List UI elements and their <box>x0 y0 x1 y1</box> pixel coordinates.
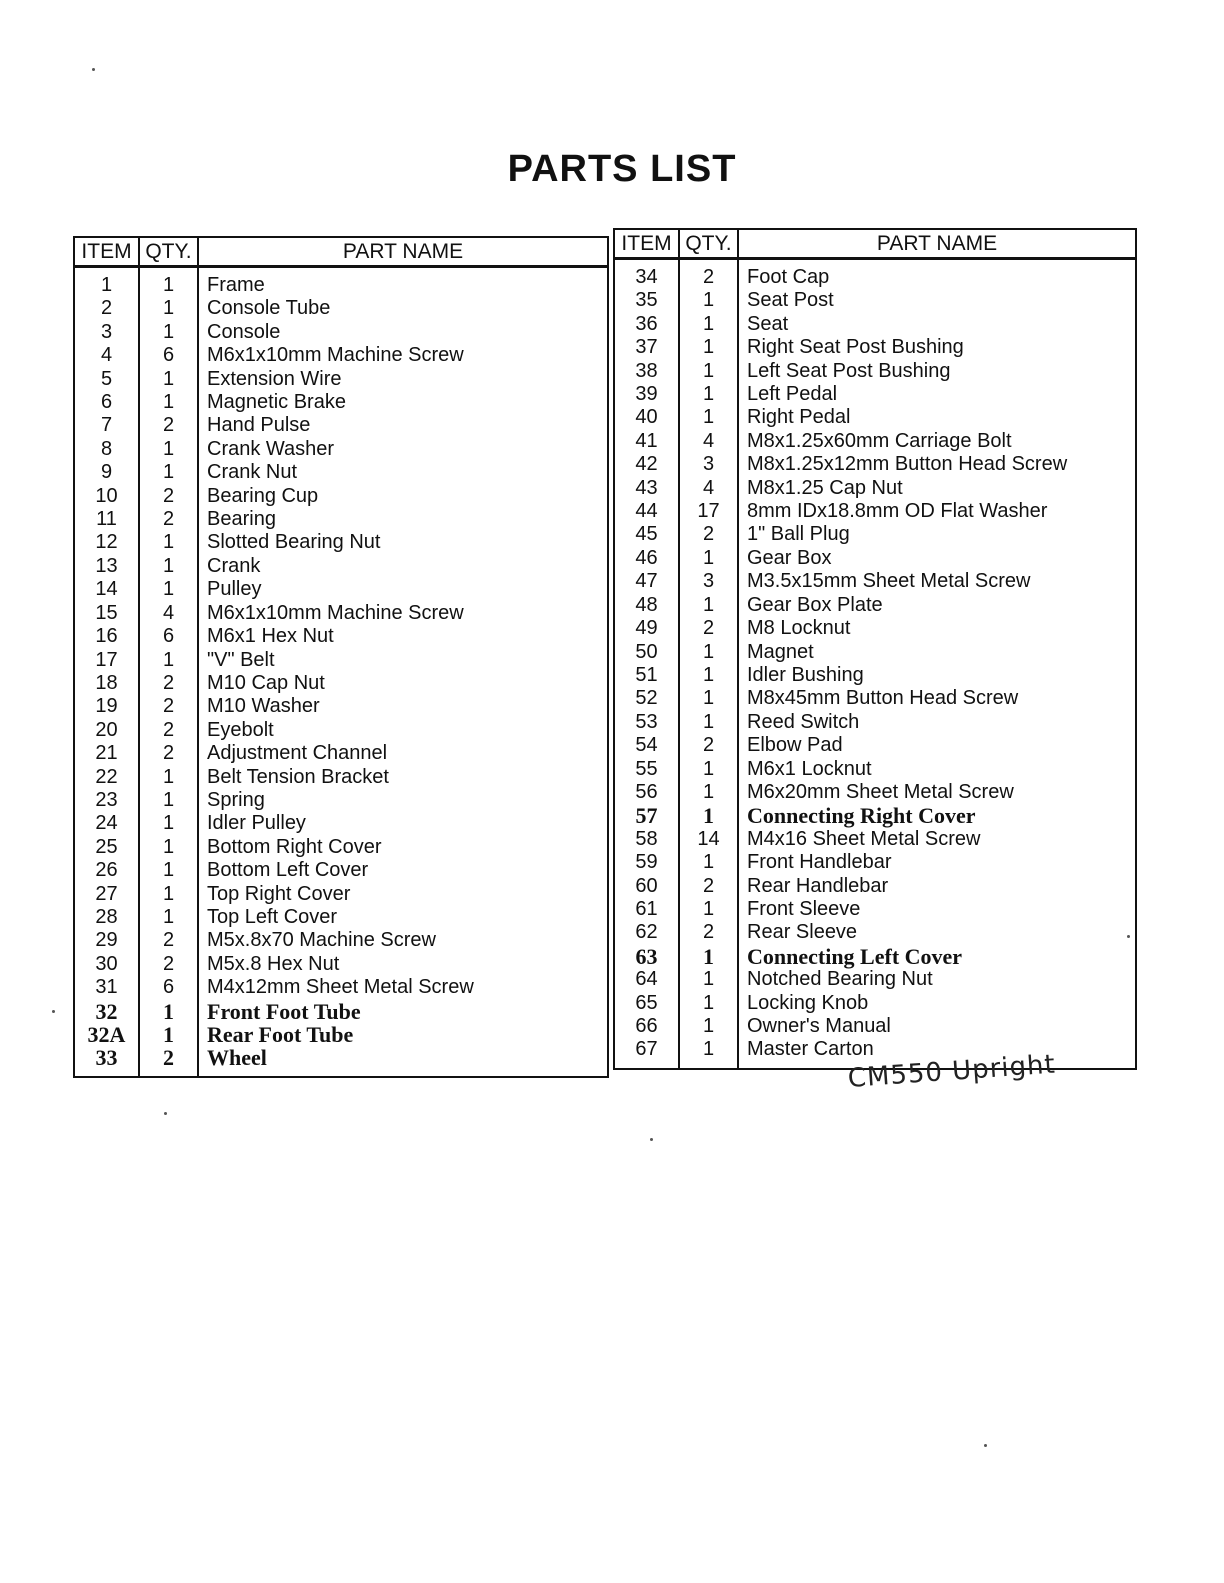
part-name: Reed Switch <box>747 710 860 733</box>
item-qty: 2 <box>679 921 738 944</box>
item-number: 10 <box>74 485 139 508</box>
item-qty: 2 <box>139 672 198 695</box>
table-row <box>614 898 1136 921</box>
table-row <box>614 875 1136 898</box>
table-row <box>74 836 608 859</box>
item-number: 22 <box>74 766 139 789</box>
part-name: Master Carton <box>747 1038 874 1061</box>
part-name: Bottom Right Cover <box>207 835 382 858</box>
item-qty: 1 <box>679 758 738 781</box>
table-row <box>74 719 608 742</box>
table-row <box>614 758 1136 781</box>
item-number: 47 <box>614 570 679 593</box>
item-number: 12 <box>74 531 139 554</box>
table-row <box>74 789 608 812</box>
part-name: Hand Pulse <box>207 414 311 437</box>
part-name: Rear Sleeve <box>747 921 858 944</box>
table-row <box>74 859 608 882</box>
item-qty: 1 <box>679 968 738 991</box>
item-number: 50 <box>614 641 679 664</box>
part-name: M10 Cap Nut <box>207 671 325 694</box>
item-qty: 1 <box>139 368 198 391</box>
item-number: 21 <box>74 742 139 765</box>
item-number: 65 <box>614 992 679 1015</box>
item-number: 3 <box>74 321 139 344</box>
table-row <box>74 883 608 906</box>
part-name: Bearing <box>207 508 276 531</box>
table-row <box>614 828 1136 851</box>
part-name: M5x.8 Hex Nut <box>207 952 340 975</box>
item-qty: 4 <box>679 430 738 453</box>
part-name: Owner's Manual <box>747 1015 891 1037</box>
table-row <box>74 438 608 461</box>
item-number: 25 <box>74 836 139 859</box>
item-qty: 1 <box>139 321 198 344</box>
part-name: M8 Locknut <box>747 617 851 640</box>
part-name: "V" Belt <box>207 648 275 671</box>
item-qty: 1 <box>679 781 738 804</box>
item-number: 46 <box>614 547 679 570</box>
part-name: 8mm IDx18.8mm OD Flat Washer <box>747 500 1048 523</box>
item-qty: 3 <box>679 570 738 593</box>
item-qty: 6 <box>139 344 198 367</box>
item-qty: 1 <box>139 1023 198 1046</box>
item-number: 30 <box>74 953 139 976</box>
table-row <box>614 804 1136 827</box>
page-title: PARTS LIST <box>507 148 737 190</box>
scan-speck <box>164 1112 167 1115</box>
item-qty: 1 <box>139 836 198 859</box>
part-name: M8x1.25x60mm Carriage Bolt <box>747 429 1012 452</box>
table-row <box>614 383 1136 406</box>
table-header-row <box>74 237 608 267</box>
item-qty: 1 <box>139 438 198 461</box>
scan-speck <box>92 68 95 71</box>
item-number: 13 <box>74 555 139 578</box>
item-qty: 1 <box>679 336 738 359</box>
part-name: Magnetic Brake <box>207 391 346 414</box>
handwritten-model-note: CM550 Upright <box>846 1049 1057 1094</box>
part-name: Spring <box>207 788 265 811</box>
item-qty: 2 <box>679 617 738 640</box>
item-number: 42 <box>614 453 679 476</box>
item-number: 64 <box>614 968 679 991</box>
scan-speck <box>52 1010 55 1013</box>
part-name: M10 Washer <box>207 695 320 718</box>
item-qty: 3 <box>679 453 738 476</box>
item-number: 44 <box>614 500 679 523</box>
item-qty: 2 <box>139 742 198 765</box>
table-row <box>74 578 608 601</box>
item-qty: 1 <box>679 1015 738 1038</box>
item-number: 24 <box>74 812 139 835</box>
item-number: 26 <box>74 859 139 882</box>
part-name: M8x1.25x12mm Button Head Screw <box>747 453 1068 476</box>
item-number: 61 <box>614 898 679 921</box>
item-qty: 1 <box>139 906 198 929</box>
item-qty: 2 <box>139 1046 198 1076</box>
header-qty: QTY. <box>139 237 198 267</box>
item-qty: 2 <box>679 523 738 546</box>
item-number: 15 <box>74 602 139 625</box>
table-row <box>74 1023 608 1046</box>
item-number: 52 <box>614 687 679 710</box>
table-row <box>74 649 608 672</box>
item-number: 16 <box>74 625 139 648</box>
part-name: Seat <box>747 312 789 335</box>
table-row <box>614 664 1136 687</box>
part-name: Elbow Pad <box>747 734 843 757</box>
table-row <box>74 906 608 929</box>
item-number: 35 <box>614 289 679 312</box>
table-row <box>614 687 1136 710</box>
table-row <box>614 945 1136 968</box>
item-qty: 1 <box>679 383 738 406</box>
item-qty: 2 <box>139 414 198 437</box>
item-number: 63 <box>614 945 679 968</box>
header-item: ITEM <box>74 237 139 267</box>
item-number: 17 <box>74 649 139 672</box>
parts-table-left <box>73 236 609 1078</box>
item-number: 14 <box>74 578 139 601</box>
item-number: 51 <box>614 664 679 687</box>
table-row <box>614 641 1136 664</box>
table-row <box>74 766 608 789</box>
item-qty: 1 <box>139 267 198 298</box>
table-row <box>74 695 608 718</box>
table-row <box>74 976 608 999</box>
part-name: Crank Nut <box>207 461 298 484</box>
item-number: 11 <box>74 508 139 531</box>
table-row <box>74 344 608 367</box>
table-header-row <box>614 229 1136 259</box>
part-name: Seat Post <box>747 289 834 312</box>
table-row <box>614 617 1136 640</box>
part-name: M4x12mm Sheet Metal Screw <box>207 976 474 999</box>
part-name: M6x1x10mm Machine Screw <box>207 344 464 367</box>
table-row <box>614 992 1136 1015</box>
item-qty: 1 <box>679 992 738 1015</box>
table-row <box>614 477 1136 500</box>
table-row <box>614 523 1136 546</box>
item-qty: 2 <box>139 719 198 742</box>
table-row <box>74 531 608 554</box>
item-number: 31 <box>74 976 139 999</box>
table-row <box>74 1046 608 1076</box>
item-qty: 1 <box>139 578 198 601</box>
item-number: 48 <box>614 594 679 617</box>
table-row <box>614 570 1136 593</box>
item-qty: 1 <box>679 547 738 570</box>
table-row <box>614 851 1136 874</box>
parts-table-right <box>613 228 1137 1070</box>
part-name: M8x1.25 Cap Nut <box>747 476 903 499</box>
table-row <box>74 508 608 531</box>
part-name: Slotted Bearing Nut <box>207 531 381 554</box>
table-row <box>614 547 1136 570</box>
item-qty: 1 <box>679 804 738 827</box>
table-row <box>74 602 608 625</box>
part-name: Right Pedal <box>747 406 851 429</box>
part-name: M6x1 Hex Nut <box>207 625 334 648</box>
part-name: M6x1 Locknut <box>747 757 872 780</box>
item-number: 32A <box>74 1023 139 1046</box>
item-number: 29 <box>74 929 139 952</box>
table-row <box>74 391 608 414</box>
item-number: 8 <box>74 438 139 461</box>
item-number: 54 <box>614 734 679 757</box>
part-name: Wheel <box>207 1045 267 1071</box>
table-row <box>74 672 608 695</box>
table-row <box>614 500 1136 523</box>
item-qty: 2 <box>139 508 198 531</box>
item-qty: 1 <box>139 649 198 672</box>
part-name: Top Right Cover <box>207 882 351 905</box>
header-qty: QTY. <box>679 229 738 259</box>
part-name: M3.5x15mm Sheet Metal Screw <box>747 570 1031 593</box>
item-number: 38 <box>614 360 679 383</box>
item-number: 66 <box>614 1015 679 1038</box>
part-name: Crank Washer <box>207 437 335 460</box>
item-qty: 1 <box>139 1000 198 1023</box>
table-row <box>74 267 608 298</box>
table-row <box>74 555 608 578</box>
item-qty: 1 <box>679 711 738 734</box>
part-name: Console Tube <box>207 297 331 320</box>
part-name: Rear Handlebar <box>747 874 889 897</box>
table-row <box>614 711 1136 734</box>
scan-speck <box>984 1444 987 1447</box>
item-qty: 1 <box>679 898 738 921</box>
header-part-name: PART NAME <box>738 229 1136 259</box>
part-name: Gear Box Plate <box>747 593 883 616</box>
item-number: 67 <box>614 1038 679 1068</box>
part-name: Locking Knob <box>747 991 869 1014</box>
table-row <box>74 321 608 344</box>
item-number: 19 <box>74 695 139 718</box>
item-number: 62 <box>614 921 679 944</box>
part-name: Front Sleeve <box>747 897 861 920</box>
part-name: Console <box>207 320 281 343</box>
part-name: Right Seat Post Bushing <box>747 336 964 359</box>
part-name: Front Handlebar <box>747 851 892 874</box>
item-qty: 4 <box>139 602 198 625</box>
part-name: Notched Bearing Nut <box>747 968 933 991</box>
part-name: Extension Wire <box>207 367 342 390</box>
item-number: 60 <box>614 875 679 898</box>
table-row <box>74 742 608 765</box>
item-qty: 1 <box>679 687 738 710</box>
table-row <box>614 406 1136 429</box>
item-number: 37 <box>614 336 679 359</box>
part-name: Front Foot Tube <box>207 998 361 1024</box>
item-qty: 2 <box>679 259 738 290</box>
item-qty: 1 <box>139 766 198 789</box>
table-row <box>614 781 1136 804</box>
part-name: M6x20mm Sheet Metal Screw <box>747 780 1014 803</box>
item-number: 27 <box>74 883 139 906</box>
part-name: Foot Cap <box>747 266 830 288</box>
item-qty: 1 <box>679 406 738 429</box>
item-number: 56 <box>614 781 679 804</box>
part-name: Connecting Left Cover <box>747 943 963 969</box>
table-row <box>614 921 1136 944</box>
part-name: Connecting Right Cover <box>747 803 976 829</box>
item-qty: 1 <box>139 812 198 835</box>
item-number: 33 <box>74 1046 139 1076</box>
item-qty: 1 <box>139 297 198 320</box>
part-name: Idler Bushing <box>747 663 864 686</box>
item-qty: 1 <box>139 555 198 578</box>
item-qty: 1 <box>679 360 738 383</box>
table-row <box>614 968 1136 991</box>
part-name: Left Seat Post Bushing <box>747 359 951 382</box>
item-qty: 1 <box>679 594 738 617</box>
table-row <box>74 461 608 484</box>
item-qty: 2 <box>679 734 738 757</box>
item-number: 7 <box>74 414 139 437</box>
item-number: 2 <box>74 297 139 320</box>
item-number: 18 <box>74 672 139 695</box>
part-name: Idler Pulley <box>207 812 306 835</box>
part-name: M8x45mm Button Head Screw <box>747 687 1019 710</box>
part-name: 1" Ball Plug <box>747 523 850 546</box>
scan-speck <box>650 1138 653 1141</box>
item-qty: 1 <box>139 531 198 554</box>
part-name: Bearing Cup <box>207 484 319 507</box>
table-row <box>614 259 1136 290</box>
item-qty: 2 <box>139 695 198 718</box>
table-row <box>614 289 1136 312</box>
item-number: 41 <box>614 430 679 453</box>
table-row <box>614 430 1136 453</box>
item-qty: 17 <box>679 500 738 523</box>
item-number: 53 <box>614 711 679 734</box>
table-row <box>74 953 608 976</box>
table-row <box>74 485 608 508</box>
item-number: 45 <box>614 523 679 546</box>
part-name: Top Left Cover <box>207 905 338 928</box>
item-qty: 1 <box>139 859 198 882</box>
table-row <box>614 734 1136 757</box>
part-name: Magnet <box>747 640 814 663</box>
part-name: Bottom Left Cover <box>207 859 369 882</box>
item-qty: 2 <box>139 485 198 508</box>
item-qty: 2 <box>679 875 738 898</box>
part-name: M5x.8x70 Machine Screw <box>207 929 436 952</box>
item-number: 36 <box>614 313 679 336</box>
table-row <box>614 313 1136 336</box>
part-name: Gear Box <box>747 546 832 569</box>
item-qty: 1 <box>139 883 198 906</box>
item-qty: 1 <box>139 391 198 414</box>
table-row <box>614 594 1136 617</box>
table-row <box>74 929 608 952</box>
item-number: 43 <box>614 477 679 500</box>
table-row <box>614 360 1136 383</box>
part-name: Pulley <box>207 578 262 601</box>
parts-table-right-body <box>614 259 1136 1069</box>
item-qty: 14 <box>679 828 738 851</box>
header-part-name: PART NAME <box>198 237 608 267</box>
item-qty: 1 <box>679 289 738 312</box>
part-name: Rear Foot Tube <box>207 1022 354 1047</box>
table-row <box>74 297 608 320</box>
item-number: 6 <box>74 391 139 414</box>
item-number: 20 <box>74 719 139 742</box>
item-number: 34 <box>614 259 679 290</box>
scan-speck <box>1127 935 1130 938</box>
item-number: 4 <box>74 344 139 367</box>
header-item: ITEM <box>614 229 679 259</box>
item-number: 40 <box>614 406 679 429</box>
item-number: 57 <box>614 804 679 827</box>
table-row <box>614 453 1136 476</box>
item-qty: 1 <box>679 851 738 874</box>
part-name: M4x16 Sheet Metal Screw <box>747 827 981 850</box>
table-row <box>74 1000 608 1023</box>
item-qty: 1 <box>679 1038 738 1068</box>
item-number: 59 <box>614 851 679 874</box>
table-row <box>74 625 608 648</box>
item-qty: 1 <box>679 664 738 687</box>
item-number: 58 <box>614 828 679 851</box>
item-qty: 2 <box>139 929 198 952</box>
table-row <box>74 812 608 835</box>
item-qty: 1 <box>139 461 198 484</box>
part-name: Eyebolt <box>207 718 274 741</box>
item-number: 23 <box>74 789 139 812</box>
table-row <box>74 414 608 437</box>
part-name: Left Pedal <box>747 383 838 406</box>
table-row <box>614 1015 1136 1038</box>
part-name: Crank <box>207 554 261 577</box>
item-qty: 1 <box>139 789 198 812</box>
item-qty: 1 <box>679 945 738 968</box>
parts-table-left-body <box>74 267 608 1077</box>
part-name: M6x1x10mm Machine Screw <box>207 601 464 624</box>
item-number: 1 <box>74 267 139 298</box>
item-number: 39 <box>614 383 679 406</box>
item-number: 55 <box>614 758 679 781</box>
item-number: 9 <box>74 461 139 484</box>
item-qty: 2 <box>139 953 198 976</box>
item-number: 49 <box>614 617 679 640</box>
table-row <box>614 336 1136 359</box>
part-name: Belt Tension Bracket <box>207 765 389 788</box>
part-name: Frame <box>207 274 265 296</box>
table-row <box>74 368 608 391</box>
item-number: 32 <box>74 1000 139 1023</box>
item-qty: 6 <box>139 976 198 999</box>
item-number: 28 <box>74 906 139 929</box>
part-name: Adjustment Channel <box>207 742 388 765</box>
item-qty: 1 <box>679 313 738 336</box>
item-qty: 6 <box>139 625 198 648</box>
item-qty: 4 <box>679 477 738 500</box>
item-number: 5 <box>74 368 139 391</box>
item-qty: 1 <box>679 641 738 664</box>
